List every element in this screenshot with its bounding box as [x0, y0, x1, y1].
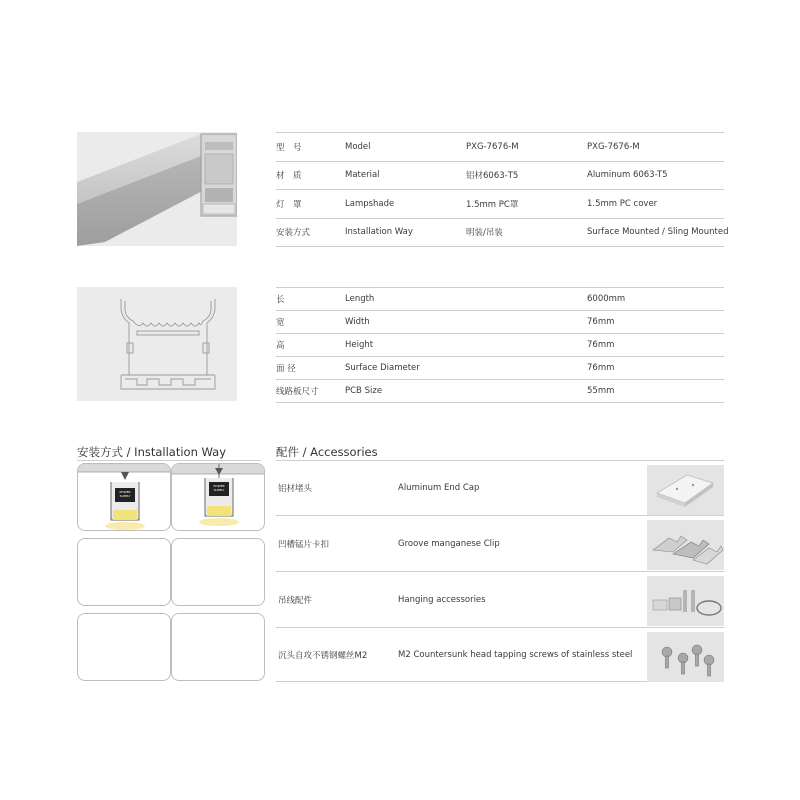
hanging-kit-image	[647, 576, 724, 626]
spec-table-dimensions	[276, 287, 724, 403]
accessory-row-screws	[276, 628, 724, 682]
spec-value: 76mm	[587, 363, 615, 373]
spec-label-cn: 安装方式	[276, 228, 311, 239]
installation-sling-mounted	[171, 463, 265, 531]
spec-label-en: Model	[345, 141, 371, 152]
installation-surface-mounted	[77, 463, 171, 531]
spec-value: 55mm	[587, 386, 615, 396]
spec-label-cn: 灯 罩	[276, 199, 302, 210]
end-cap-image	[647, 465, 724, 515]
spec-value-cn: PXG-7676-M	[466, 141, 519, 152]
accessory-name-en: Aluminum End Cap	[398, 483, 480, 493]
spec-value-en: Surface Mounted / Sling Mounted	[587, 227, 729, 238]
installation-placeholder-box	[171, 538, 265, 606]
spec-label-en: Material	[345, 170, 380, 181]
spec-value-cn: 1.5mm PC罩	[466, 199, 519, 210]
spec-row-height	[276, 334, 724, 357]
cross-section-drawing	[77, 287, 237, 401]
spec-value-en: PXG-7676-M	[587, 141, 640, 152]
spec-label-en: Length	[345, 294, 375, 304]
spec-value-en: Aluminum 6063-T5	[587, 170, 668, 181]
accessory-name-en: Hanging accessories	[398, 594, 486, 605]
spec-label-cn: 高	[276, 341, 285, 351]
clip-image	[647, 520, 724, 570]
accessories-heading: 配件 / Accessories	[276, 445, 378, 459]
spec-label-en: Installation Way	[345, 227, 413, 238]
spec-row-surface-diameter	[276, 357, 724, 380]
spec-label-cn: 型 号	[276, 142, 302, 153]
spec-row-model	[276, 133, 724, 162]
accessory-name-cn: 凹槽锰片卡扣	[278, 539, 330, 550]
accessory-row-hanging	[276, 572, 724, 628]
installation-heading: 安装方式 / Installation Way	[77, 445, 227, 459]
installation-placeholder-box	[77, 538, 171, 606]
screws-image	[647, 632, 724, 682]
spec-value-en: 1.5mm PC cover	[587, 198, 658, 209]
spec-label-cn: 材 质	[276, 171, 302, 182]
accessory-name-cn: 铝材堵头	[278, 484, 313, 494]
spec-value-cn: 铝材6063-T5	[466, 171, 519, 182]
accessory-name-en: Groove manganese Clip	[398, 538, 500, 549]
accessory-row-end-cap	[276, 461, 724, 516]
sling-mount-diagram	[172, 464, 265, 531]
spec-row-width	[276, 311, 724, 334]
spec-label-en: Height	[345, 340, 374, 350]
installation-placeholder-box	[171, 613, 265, 681]
spec-row-pcb-size	[276, 380, 724, 403]
spec-label-cn: 面 径	[276, 364, 296, 374]
spec-row-material	[276, 162, 724, 191]
spec-label-cn: 线路板尺寸	[276, 387, 319, 397]
spec-row-length	[276, 288, 724, 311]
profile-photo	[77, 132, 237, 246]
cross-section-outline	[77, 287, 237, 401]
driver-label: POWER SUPPLY	[213, 484, 225, 492]
spec-label-cn: 宽	[276, 318, 285, 328]
accessory-name-cn: 沉头自攻不锈钢螺丝M2	[278, 650, 368, 661]
spec-label-en: Width	[345, 317, 370, 327]
spec-value: 76mm	[587, 317, 615, 327]
accessory-row-clip	[276, 516, 724, 572]
driver-label: POWER SUPPLY	[119, 490, 131, 498]
accessory-name-cn: 吊线配件	[278, 595, 313, 606]
spec-table-basic	[276, 132, 729, 247]
spec-label-en: PCB Size	[345, 386, 383, 396]
spec-row-installation	[276, 219, 729, 248]
spec-value: 6000mm	[587, 294, 626, 304]
accessory-name-en: M2 Countersunk head tapping screws of stainless steel	[398, 649, 633, 660]
installation-heading-rule	[77, 460, 261, 461]
spec-row-lampshade	[276, 190, 724, 219]
spec-value: 76mm	[587, 340, 615, 350]
spec-label-en: Lampshade	[345, 198, 395, 209]
spec-label-en: Surface Diameter	[345, 363, 420, 373]
aluminum-profile-illustration	[77, 132, 237, 246]
spec-label-cn: 长	[276, 295, 285, 305]
installation-placeholder-box	[77, 613, 171, 681]
spec-value-cn: 明装/吊装	[466, 228, 503, 239]
